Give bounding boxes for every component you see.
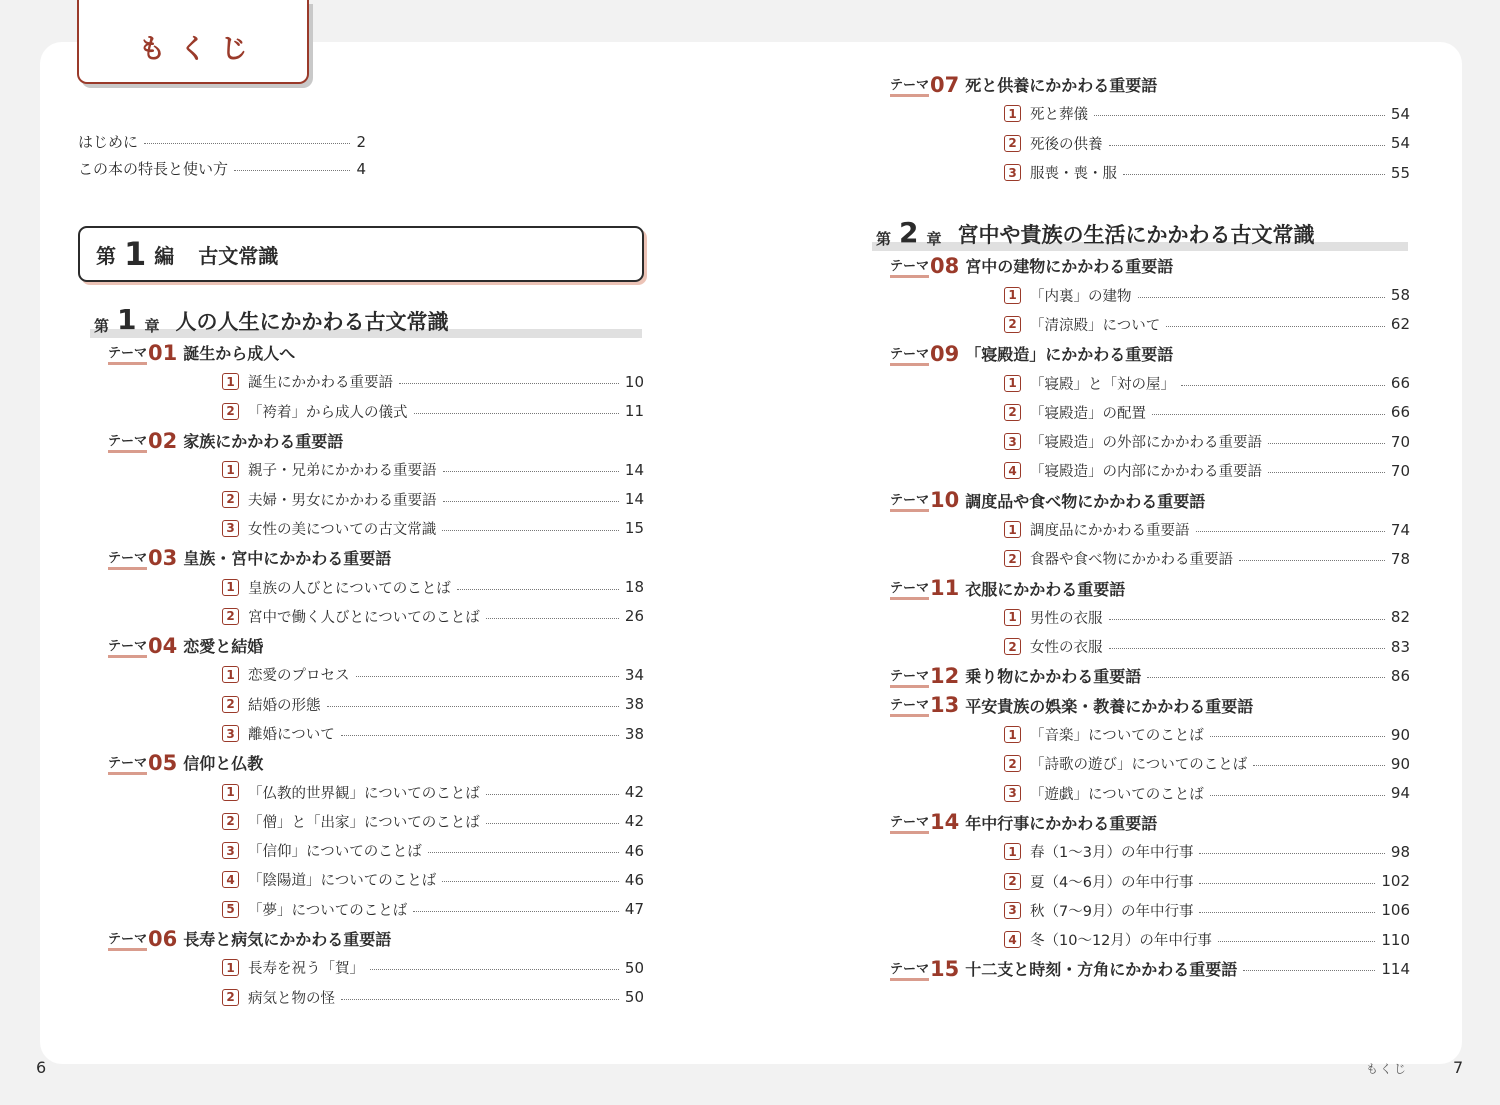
subtopic-number-badge: 1 [1004, 521, 1021, 538]
subtopic-row[interactable] [78, 572, 644, 601]
theme-title: 平安貴族の娯楽・教養にかかわる重要語 [965, 696, 1254, 716]
page-ref: 46 [624, 841, 644, 860]
subtopic-label: 恋愛のプロセス [248, 668, 350, 685]
theme-title: 皇族・宮中にかかわる重要語 [183, 549, 392, 569]
leader-dots [1109, 145, 1385, 146]
theme-number: 15 [930, 956, 960, 981]
leader-dots [1218, 941, 1375, 942]
page-ref: 46 [624, 870, 644, 889]
page-number-right: 7 [1453, 1058, 1464, 1077]
subtopic-number-badge: 3 [222, 725, 239, 742]
leader-dots [457, 589, 619, 590]
subtopic-number-badge: 3 [222, 842, 239, 859]
leader-dots [428, 852, 619, 853]
theme-title: 長寿と病気にかかわる重要語 [183, 930, 392, 950]
subtopic-row[interactable] [860, 544, 1410, 573]
theme-row[interactable] [860, 486, 1410, 515]
subtopic-row[interactable] [78, 719, 644, 748]
subtopic-number-badge: 1 [1004, 375, 1021, 392]
subtopic-row[interactable] [78, 690, 644, 719]
subtopic-row[interactable] [78, 514, 644, 543]
theme-title: 十二支と時刻・方角にかかわる重要語 [965, 960, 1238, 980]
page-ref: 54 [1390, 134, 1410, 153]
theme-title: 誕生から成人へ [183, 344, 296, 364]
subtopic-number-badge: 5 [222, 901, 239, 918]
subtopic-label: 「信仰」についてのことば [248, 844, 422, 861]
chapter2-theme-list [860, 251, 1410, 983]
leader-dots [1147, 677, 1385, 678]
subtopic-label: 死と葬儀 [1030, 107, 1088, 124]
subtopic-label: 夫婦・男女にかかわる重要語 [248, 492, 437, 509]
subtopic-row[interactable] [78, 807, 644, 836]
leader-dots [370, 969, 619, 970]
theme-row[interactable] [860, 954, 1410, 983]
theme-title: 宮中の建物にかかわる重要語 [965, 257, 1174, 277]
subtopic-label: 死後の供養 [1030, 136, 1103, 153]
subtopic-row[interactable] [860, 720, 1410, 749]
theme-label: テーマ [890, 816, 929, 834]
theme-label: テーマ [108, 435, 147, 453]
subtopic-label: 「袴着」から成人の儀式 [248, 404, 408, 421]
subtopic-number-badge: 2 [222, 989, 239, 1006]
subtopic-number-badge: 2 [1004, 638, 1021, 655]
theme-number: 03 [148, 545, 178, 570]
subtopic-label: 「陰陽道」についてのことば [248, 873, 437, 890]
leader-dots [1239, 560, 1385, 561]
subtopic-row[interactable] [860, 129, 1410, 158]
subtopic-number-badge: 1 [222, 784, 239, 801]
leader-dots [1253, 765, 1385, 766]
theme-number: 09 [930, 341, 960, 366]
chapter-title: 人の人生にかかわる古文常識 [175, 310, 449, 334]
theme-row[interactable] [860, 661, 1410, 690]
theme-title: 死と供養にかかわる重要語 [965, 76, 1158, 96]
subtopic-row[interactable] [78, 602, 644, 631]
part-title: 古文常識 [198, 243, 279, 268]
subtopic-label: 結婚の形態 [248, 697, 321, 714]
page-ref: 86 [1390, 666, 1410, 685]
subtopic-row[interactable] [78, 983, 644, 1012]
subtopic-row[interactable] [860, 456, 1410, 485]
theme-label: テーマ [890, 494, 929, 512]
subtopic-label: 「僧」と「出家」についてのことば [248, 814, 480, 831]
page-ref: 82 [1390, 608, 1410, 627]
page-ref: 50 [624, 958, 644, 977]
subtopic-number-badge: 2 [1004, 550, 1021, 567]
page-ref: 14 [624, 490, 644, 509]
subtopic-number-badge: 2 [222, 813, 239, 830]
leader-dots [341, 735, 619, 736]
page-ref: 74 [1390, 520, 1410, 539]
page-ref: 94 [1390, 784, 1410, 803]
chapter-heading[interactable] [860, 203, 1410, 251]
chapter-heading[interactable] [78, 290, 644, 338]
subtopic-label: 調度品にかかわる重要語 [1030, 523, 1190, 539]
theme-row[interactable] [860, 808, 1410, 837]
leader-dots [1268, 472, 1385, 473]
page-ref: 66 [1390, 374, 1410, 393]
theme-number: 11 [930, 576, 960, 601]
subtopic-number-badge: 1 [222, 959, 239, 976]
leader-dots [486, 618, 619, 619]
leader-dots [486, 794, 619, 795]
front-matter-entry[interactable] [78, 128, 366, 155]
subtopic-label: 「寝殿造」の内部にかかわる重要語 [1030, 464, 1262, 481]
subtopic-label: 秋（7～9月）の年中行事 [1030, 903, 1194, 920]
subtopic-label: 病気と物の怪 [248, 990, 335, 1007]
page-ref: 114 [1381, 959, 1410, 978]
subtopic-label: 誕生にかかわる重要語 [248, 375, 393, 392]
theme-title: 乗り物にかかわる重要語 [965, 667, 1142, 687]
theme-label: テーマ [108, 640, 147, 658]
page-ref: 55 [1390, 163, 1410, 182]
subtopic-label: 食器や食べ物にかかわる重要語 [1030, 552, 1233, 569]
subtopic-label: 離婚について [248, 727, 335, 743]
theme-row[interactable] [78, 338, 644, 367]
subtopic-row[interactable] [860, 779, 1410, 808]
leader-dots [144, 143, 350, 144]
subtopic-number-badge: 3 [1004, 785, 1021, 802]
subtopic-row[interactable] [78, 484, 644, 513]
subtopic-number-badge: 2 [1004, 404, 1021, 421]
toc-right-column [860, 70, 1410, 984]
subtopic-row[interactable] [860, 837, 1410, 866]
theme-label: テーマ [108, 933, 147, 951]
theme-label: テーマ [890, 348, 929, 366]
page-ref: 70 [1390, 432, 1410, 451]
part-suffix: 編 [154, 243, 175, 268]
subtopic-row[interactable] [78, 953, 644, 982]
page-ref: 62 [1390, 315, 1410, 334]
leader-dots [1199, 883, 1375, 884]
part-heading[interactable] [78, 226, 644, 282]
leader-dots [1268, 443, 1385, 444]
page-ref: 42 [624, 783, 644, 802]
subtopic-row[interactable] [78, 367, 644, 396]
subtopic-number-badge: 1 [1004, 843, 1021, 860]
theme-label: テーマ [890, 582, 929, 600]
leader-dots [443, 471, 619, 472]
front-matter-label: はじめに [78, 133, 139, 151]
subtopic-number-badge: 4 [222, 871, 239, 888]
page-ref: 90 [1390, 754, 1410, 773]
subtopic-row[interactable] [860, 603, 1410, 632]
subtopic-row[interactable] [78, 397, 644, 426]
theme-label: テーマ [890, 699, 929, 717]
subtopic-label: 「寝殿造」の外部にかかわる重要語 [1030, 435, 1262, 452]
subtopic-number-badge: 4 [1004, 931, 1021, 948]
theme-row[interactable] [860, 251, 1410, 280]
theme-label: テーマ [890, 963, 929, 981]
leader-dots [1138, 297, 1385, 298]
theme-number: 08 [930, 253, 960, 278]
chapter-number: 1 [117, 303, 137, 336]
leader-dots [341, 999, 619, 1000]
page-ref: 42 [624, 812, 644, 831]
subtopic-row[interactable] [860, 925, 1410, 954]
page-ref: 98 [1390, 842, 1410, 861]
leader-dots [399, 383, 619, 384]
leader-dots [327, 706, 619, 707]
chapter-title: 宮中や貴族の生活にかかわる古文常識 [957, 223, 1315, 248]
theme-row[interactable] [78, 924, 644, 953]
page-ref: 38 [624, 695, 644, 714]
theme-number: 14 [930, 810, 960, 835]
theme-row[interactable] [860, 691, 1410, 720]
subtopic-row[interactable] [860, 368, 1410, 397]
subtopic-label: 夏（4～6月）の年中行事 [1030, 874, 1194, 891]
chapter-number: 2 [899, 216, 919, 250]
subtopic-number-badge: 2 [1004, 873, 1021, 890]
subtopic-row[interactable] [860, 749, 1410, 778]
leader-dots [1243, 970, 1375, 971]
theme-number: 02 [148, 428, 178, 453]
subtopic-label: 「寝殿」と「対の屋」 [1030, 376, 1175, 393]
page-ref: 90 [1390, 725, 1410, 744]
page-ref: 66 [1390, 403, 1410, 422]
leader-dots [1109, 619, 1385, 620]
toc-left-column [78, 128, 644, 1012]
theme-title: 家族にかかわる重要語 [183, 432, 344, 452]
subtopic-number-badge: 2 [1004, 755, 1021, 772]
leader-dots [1109, 648, 1385, 649]
page-ref: 34 [624, 665, 644, 684]
theme-title: 衣服にかかわる重要語 [965, 579, 1126, 599]
subtopic-number-badge: 3 [222, 520, 239, 537]
theme-row[interactable] [78, 748, 644, 777]
subtopic-number-badge: 4 [1004, 462, 1021, 479]
leader-dots [356, 676, 619, 677]
theme-number: 10 [930, 488, 960, 513]
subtopic-row[interactable] [860, 158, 1410, 187]
theme-row[interactable] [860, 70, 1410, 99]
leader-dots [443, 501, 619, 502]
subtopic-number-badge: 1 [222, 461, 239, 478]
page-ref: 83 [1390, 637, 1410, 656]
subtopic-row[interactable] [860, 896, 1410, 925]
page-ref: 106 [1381, 901, 1410, 920]
subtopic-number-badge: 2 [222, 403, 239, 420]
chapter-suffix: 章 [144, 317, 160, 335]
leader-dots [442, 881, 619, 882]
page-ref: 18 [624, 578, 644, 597]
part-number: 1 [124, 235, 147, 273]
page-ref: 4 [356, 159, 366, 178]
theme-number: 04 [148, 633, 178, 658]
theme-number: 01 [148, 340, 178, 365]
title-tab [77, 0, 309, 84]
subtopic-row[interactable] [78, 865, 644, 894]
leader-dots [1094, 115, 1385, 116]
theme-number: 05 [148, 750, 178, 775]
theme-title: 恋愛と結婚 [183, 637, 264, 657]
subtopic-label: 服喪・喪・服 [1030, 166, 1117, 183]
page-ref: 26 [624, 607, 644, 626]
subtopic-row[interactable] [78, 895, 644, 924]
subtopic-number-badge: 3 [1004, 902, 1021, 919]
subtopic-row[interactable] [860, 280, 1410, 309]
subtopic-number-badge: 2 [1004, 316, 1021, 333]
leader-dots [1152, 414, 1385, 415]
theme-label: テーマ [108, 552, 147, 570]
part-prefix: 第 [96, 243, 116, 268]
subtopic-row[interactable] [860, 398, 1410, 427]
subtopic-number-badge: 1 [1004, 105, 1021, 122]
subtopic-label: 「仏教的世界観」についてのことば [248, 785, 480, 802]
page-number-left: 6 [36, 1058, 47, 1077]
theme-number: 06 [148, 926, 178, 951]
subtopic-label: 女性の衣服 [1030, 640, 1103, 657]
subtopic-number-badge: 2 [1004, 135, 1021, 152]
front-matter-label: この本の特長と使い方 [78, 160, 229, 178]
leader-dots [1166, 326, 1385, 327]
subtopic-label: 「遊戯」についてのことば [1030, 786, 1204, 803]
subtopic-row[interactable] [78, 660, 644, 689]
subtopic-label: 宮中で働く人びとについてのことば [248, 609, 480, 626]
subtopic-label: 皇族の人びとについてのことば [248, 580, 451, 597]
subtopic-number-badge: 3 [1004, 164, 1021, 181]
subtopic-row[interactable] [78, 836, 644, 865]
leader-dots [442, 530, 619, 531]
chapter-prefix: 第 [94, 317, 110, 335]
page-ref: 2 [356, 132, 366, 151]
leader-dots [1210, 736, 1385, 737]
leader-dots [1210, 795, 1385, 796]
leader-dots [1196, 531, 1385, 532]
subtopic-label: 「音楽」についてのことば [1030, 728, 1204, 745]
theme-label: テーマ [108, 347, 147, 365]
page-ref: 14 [624, 460, 644, 479]
theme-row[interactable] [860, 339, 1410, 368]
page-ref: 10 [624, 372, 644, 391]
running-head: もくじ [1366, 1062, 1409, 1076]
page-ref: 78 [1390, 549, 1410, 568]
subtopic-row[interactable] [860, 99, 1410, 128]
theme-label: テーマ [890, 670, 929, 688]
subtopic-number-badge: 2 [222, 696, 239, 713]
subtopic-number-badge: 1 [1004, 726, 1021, 743]
page-ref: 70 [1390, 461, 1410, 480]
subtopic-number-badge: 2 [222, 608, 239, 625]
leader-dots [486, 823, 619, 824]
subtopic-label: 「詩歌の遊び」についてのことば [1030, 757, 1248, 774]
theme-number: 13 [930, 693, 960, 718]
theme-title: 「寝殿造」にかかわる重要語 [965, 345, 1174, 365]
subtopic-number-badge: 1 [222, 373, 239, 390]
theme-title: 年中行事にかかわる重要語 [965, 813, 1158, 833]
subtopic-row[interactable] [860, 866, 1410, 895]
theme-row[interactable] [78, 426, 644, 455]
chapter-suffix: 章 [926, 230, 942, 249]
chapter1-theme-list [78, 338, 644, 1012]
theme-label: テーマ [108, 757, 147, 775]
subtopic-label: 「清涼殿」について [1030, 317, 1161, 334]
subtopic-number-badge: 1 [1004, 609, 1021, 626]
subtopic-label: 親子・兄弟にかかわる重要語 [248, 463, 437, 480]
subtopic-row[interactable] [860, 310, 1410, 339]
leader-dots [234, 170, 350, 171]
theme-label: テーマ [890, 260, 929, 278]
theme-label: テーマ [890, 79, 929, 97]
theme-title: 調度品や食べ物にかかわる重要語 [965, 491, 1206, 511]
subtopic-number-badge: 3 [1004, 433, 1021, 450]
front-matter-entry[interactable] [78, 155, 366, 182]
page-ref: 50 [624, 988, 644, 1007]
subtopic-label: 「夢」についてのことば [248, 902, 408, 919]
page-ref: 11 [624, 402, 644, 421]
theme-row[interactable] [78, 543, 644, 572]
page-ref: 102 [1381, 872, 1410, 891]
leader-dots [413, 911, 619, 912]
subtopic-number-badge: 1 [222, 666, 239, 683]
subtopic-row[interactable] [78, 777, 644, 806]
page-ref: 110 [1381, 930, 1410, 949]
subtopic-number-badge: 1 [1004, 287, 1021, 304]
subtopic-label: 長寿を祝う「賀」 [248, 961, 364, 978]
chapter1-theme-list-continued [860, 70, 1410, 187]
page-ref: 54 [1390, 104, 1410, 123]
subtopic-number-badge: 1 [222, 579, 239, 596]
leader-dots [1181, 385, 1385, 386]
leader-dots [1123, 174, 1385, 175]
subtopic-label: 「内裏」の建物 [1030, 288, 1132, 305]
theme-row[interactable] [78, 631, 644, 660]
page-ref: 15 [624, 519, 644, 538]
subtopic-row[interactable] [78, 455, 644, 484]
subtopic-label: 「寝殿造」の配置 [1030, 405, 1146, 422]
theme-row[interactable] [860, 573, 1410, 602]
page-ref: 58 [1390, 286, 1410, 305]
subtopic-label: 冬（10～12月）の年中行事 [1030, 933, 1212, 950]
subtopic-label: 春（1～3月）の年中行事 [1030, 845, 1194, 862]
leader-dots [1199, 912, 1375, 913]
page-ref: 47 [624, 900, 644, 919]
subtopic-row[interactable] [860, 515, 1410, 544]
leader-dots [414, 413, 619, 414]
subtopic-row[interactable] [860, 632, 1410, 661]
theme-number: 07 [930, 72, 960, 97]
subtopic-label: 女性の美についての古文常識 [248, 521, 437, 538]
page-title: もくじ [138, 33, 262, 65]
page-ref: 38 [624, 724, 644, 743]
subtopic-row[interactable] [860, 427, 1410, 456]
subtopic-number-badge: 2 [222, 491, 239, 508]
theme-title: 信仰と仏教 [183, 754, 264, 774]
subtopic-label: 男性の衣服 [1030, 610, 1103, 627]
leader-dots [1199, 853, 1384, 854]
theme-number: 12 [930, 663, 960, 688]
chapter-prefix: 第 [876, 230, 892, 249]
